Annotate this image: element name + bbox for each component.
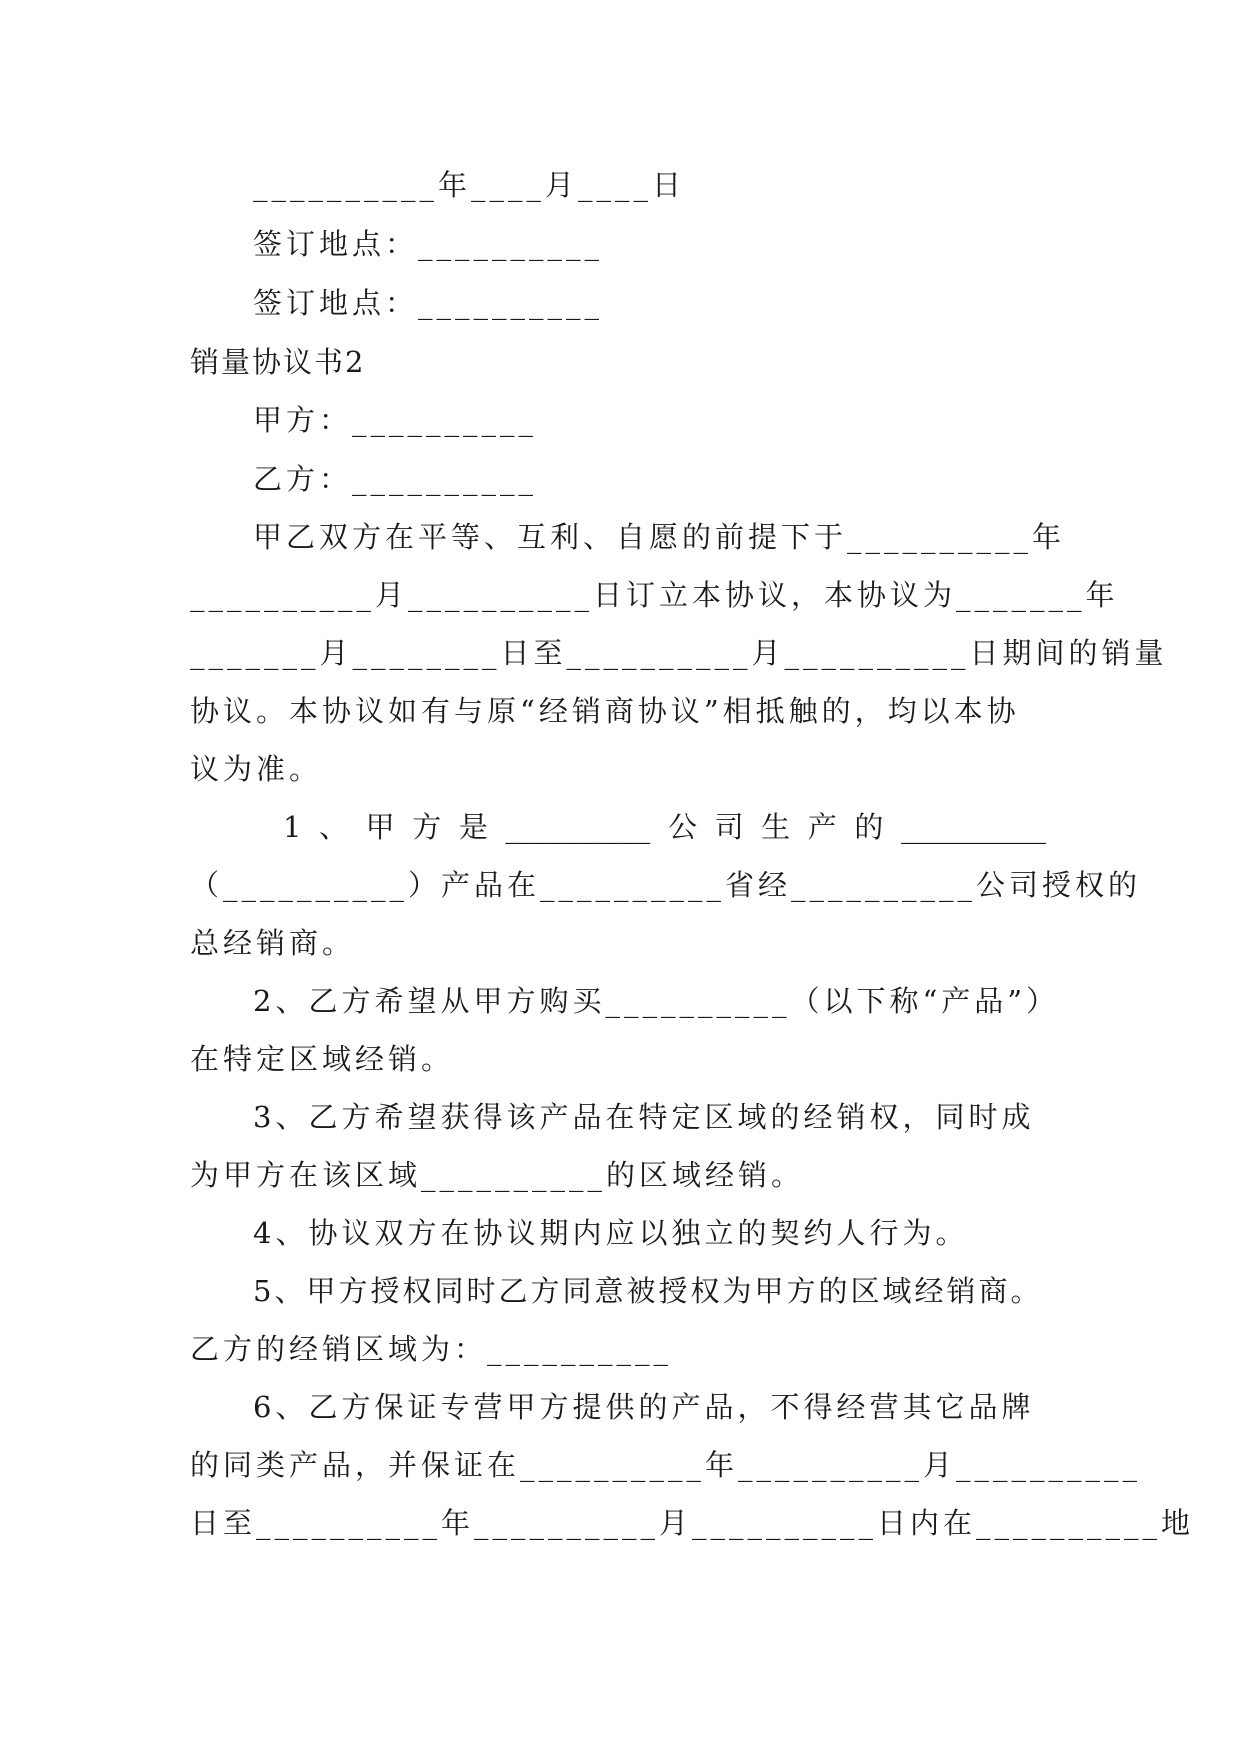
clause-6-line-2: 的同类产品，并保证在__________年__________月__________ — [190, 1448, 1142, 1482]
clause-5-line-1: 5、甲方授权同时乙方同意被授权为甲方的区域经销商。 — [253, 1274, 1043, 1308]
clause-2-line-1: 2、乙方希望从甲方购买__________（以下称“产品”） — [253, 984, 1060, 1018]
clause-2-line-2: 在特定区域经销。 — [190, 1042, 455, 1076]
document-title: 销量协议书2 — [190, 345, 366, 379]
clause-1-line-3: 总经销商。 — [190, 926, 356, 960]
intro-line-5: 议为准。 — [190, 752, 323, 786]
clause-4-line: 4、协议双方在协议期内应以独立的契约人行为。 — [253, 1216, 969, 1250]
intro-line-1: 甲乙双方在平等、互利、自愿的前提下于__________年 — [253, 520, 1066, 554]
signing-place-line-2: 签订地点：__________ — [253, 286, 604, 320]
clause-5-line-2: 乙方的经销区域为：__________ — [190, 1332, 673, 1366]
clause-1-line-1 — [283, 807, 1046, 847]
intro-line-2: __________月__________日订立本协议，本协议为_______年 — [190, 578, 1119, 612]
clause-1-part: 是 — [458, 810, 488, 844]
party-b-line: 乙方：__________ — [253, 462, 538, 496]
clause-1-line-2: （__________）产品在__________省经__________公司授权的 — [190, 868, 1142, 902]
clause-6-line-1: 6、乙方保证专营甲方提供的产品，不得经营其它品牌 — [253, 1390, 1035, 1424]
clause-1-part: 甲 — [365, 810, 395, 844]
clause-1-part: 司 — [714, 810, 744, 844]
party-a-line: 甲方：__________ — [253, 403, 538, 437]
intro-line-3: _______月________日至__________月__________日期间的销量 — [190, 636, 1168, 670]
clause-1-part: 、 — [319, 810, 349, 844]
date-line: __________年____月____日 — [253, 168, 686, 202]
clause-1-part: __________ — [505, 810, 651, 844]
clause-6-line-3: 日至__________年__________月__________日内在__________地 — [190, 1506, 1195, 1540]
clause-1-part: 的 — [854, 810, 884, 844]
clause-1-part: 生 — [761, 810, 791, 844]
intro-line-4: 协议。本协议如有与原“经销商协议”相抵触的，均以本协 — [190, 694, 1020, 728]
clause-1-part: 1 — [283, 810, 302, 844]
clause-3-line-1: 3、乙方希望获得该产品在特定区域的经销权，同时成 — [253, 1100, 1035, 1134]
clause-1-part: 方 — [412, 810, 442, 844]
clause-3-line-2: 为甲方在该区域__________的区域经销。 — [190, 1158, 805, 1192]
clause-1-part: 公 — [667, 810, 697, 844]
signing-place-line-1: 签订地点：__________ — [253, 227, 604, 261]
clause-1-part: 产 — [807, 810, 837, 844]
clause-1-part: __________ — [900, 810, 1046, 844]
